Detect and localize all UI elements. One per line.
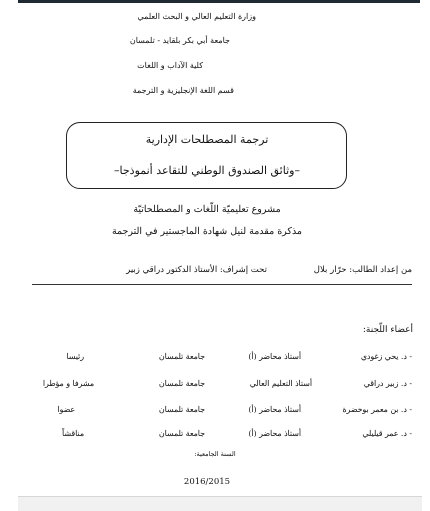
thesis-note: مذكرة مقدمة لنيل شهادة الماجستير في الترجمة bbox=[111, 226, 303, 237]
page-top-border bbox=[18, 0, 420, 3]
member-name: - د. زبير دراقي bbox=[363, 379, 412, 388]
academic-year: 2016/2015 bbox=[183, 477, 231, 487]
member-rank: أستاذ التعليم العالي bbox=[249, 379, 312, 388]
member-rank: أستاذ محاضر (أ) bbox=[248, 429, 301, 438]
member-rank: أستاذ محاضر (أ) bbox=[248, 352, 301, 361]
member-institution: جامعة تلمسان bbox=[158, 429, 205, 438]
member-name: - د. عمر قيليلي bbox=[362, 429, 412, 438]
thesis-title-line2: –وثائق الصندوق الوطني للتقاعد أنموذجا– bbox=[114, 164, 300, 177]
student-name: من إعداد الطالب: حرّار بلال bbox=[313, 265, 412, 275]
project-line: مشروع تعليميّة اللّغات و المصطلحاتيّة bbox=[133, 204, 281, 215]
member-name: - د. يحي زغودي bbox=[360, 352, 412, 361]
academic-year-label: السنة الجامعية: bbox=[194, 450, 236, 458]
member-institution: جامعة تلمسان bbox=[158, 352, 205, 361]
ministry-line: وزارة التعليم العالي و البحث العلمي bbox=[137, 12, 256, 21]
member-role: عضوا bbox=[57, 405, 75, 414]
separator-line bbox=[32, 284, 412, 285]
member-role: مناقشاً bbox=[62, 429, 84, 438]
supervisor-name: تحت إشراف: الأستاذ الدكتور دراقي زبير bbox=[126, 265, 267, 275]
university-line: جامعة أبي بكر بلقايد - تلمسان bbox=[129, 36, 230, 45]
member-name: - د. بن معمر بوخضرة bbox=[342, 405, 412, 414]
faculty-line: كلية الآداب و اللغات bbox=[137, 61, 203, 70]
department-line: قسم اللغة الإنجليزية و الترجمة bbox=[132, 86, 234, 95]
member-rank: أستاذ محاضر (أ) bbox=[248, 405, 301, 414]
member-role: مشرفا و مؤطرا bbox=[42, 379, 94, 388]
page-bottom-strip bbox=[18, 496, 422, 511]
committee-title: أعضاء اللّجنة: bbox=[362, 325, 413, 335]
member-role: رئيسا bbox=[66, 352, 84, 361]
member-institution: جامعة تلمسان bbox=[158, 405, 205, 414]
member-institution: جامعة تلمسان bbox=[158, 379, 205, 388]
thesis-title-line1: ترجمة المصطلحات الإدارية bbox=[145, 133, 269, 146]
